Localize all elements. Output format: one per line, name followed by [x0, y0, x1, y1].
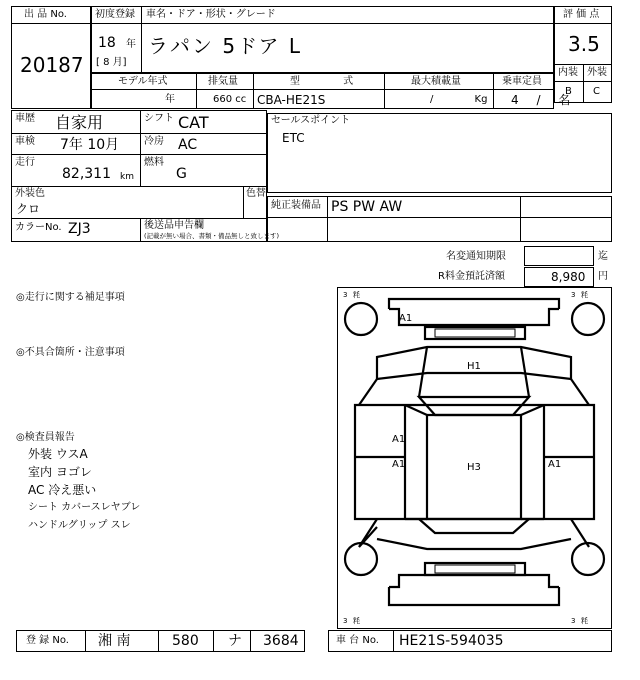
model-year-unit: 年 [165, 94, 175, 105]
divider [267, 217, 612, 218]
capacity-value: 4 / 名 [511, 93, 571, 107]
capacity-label: 乗車定員 [502, 76, 542, 87]
model-code-label: 型 式 [290, 76, 354, 87]
exterior-label: 外装 [587, 67, 607, 78]
divider [393, 630, 394, 652]
post-docs-label: 後送品申告欄 [144, 220, 204, 231]
year-unit: 年 [126, 39, 136, 50]
divider [141, 6, 142, 73]
tire-depth-rear-right: 3 [571, 617, 576, 625]
mileage-value: 82,311 [62, 166, 111, 182]
shift-label: シフト [144, 113, 174, 124]
damage-mark: H1 [467, 361, 481, 372]
remark-line: ハンドルグリップ スレ [28, 520, 131, 531]
registration-area: 湘 南 [98, 633, 131, 649]
divider [243, 186, 244, 218]
interior-grade: B [565, 86, 572, 97]
lot-label: 出 品 No. [24, 9, 67, 20]
model-code-value: CBA-HE21S [257, 93, 326, 107]
fuel-value: G [176, 166, 187, 182]
fuel-label: 燃料 [144, 157, 164, 168]
divider [11, 23, 91, 24]
remark-line: 外装 ウスA [28, 447, 88, 461]
sales-point-value: ETC [282, 131, 305, 145]
divider [11, 218, 267, 219]
damage-mark: A1 [399, 313, 413, 324]
tire-depth-front-right: 3 [571, 291, 576, 299]
divider [140, 110, 141, 186]
driving-heading: ◎走行に関する補足事項 [16, 292, 125, 303]
color-value: クロ [16, 202, 41, 216]
divider [327, 196, 328, 242]
divider [250, 630, 251, 652]
score-value: 3.5 [568, 32, 600, 56]
divider [253, 73, 254, 109]
car-condition-diagram [337, 287, 612, 629]
remark-line: 室内 ヨゴレ [28, 465, 92, 479]
defects-heading: ◎不具合箇所・注意事項 [16, 347, 125, 358]
tire-depth-front-left: 3 [343, 291, 348, 299]
sales-point-label: セールスポイント [271, 115, 351, 126]
post-docs-note: (記載が無い場合、書類・備品無しと致します) [144, 232, 280, 240]
remark-line: シート カバースレヤブレ [28, 502, 141, 513]
registration-number: 3684 [263, 633, 299, 649]
mileage-label: 走行 [15, 157, 35, 168]
history-label: 車歴 [15, 113, 35, 124]
max-load-value: / Kg [430, 94, 488, 105]
recycle-unit: 円 [598, 271, 608, 282]
inspection-label: 車検 [15, 136, 35, 147]
ac-label: 冷房 [144, 136, 164, 147]
divider [91, 23, 554, 24]
divider [91, 89, 554, 90]
registration-class: 580 [172, 633, 199, 649]
first-reg-year: 18 [98, 35, 116, 51]
tire-depth-rear-left: 3 [343, 617, 348, 625]
divider [11, 154, 267, 155]
first-reg-month: [ 8 月] [96, 57, 127, 68]
inspector-heading: ◎検査員報告 [16, 432, 75, 443]
damage-mark: A1 [392, 434, 406, 445]
tire-unit: 粍 [581, 617, 588, 625]
tire-unit: 粍 [353, 291, 360, 299]
car-name-label: 車名・ドア・形状・グレード [146, 9, 276, 20]
registration-label: 登 録 No. [26, 635, 69, 646]
damage-mark: H3 [467, 462, 481, 473]
divider [583, 64, 584, 103]
history-value: 自家用 [55, 113, 104, 132]
color-no-value: ZJ3 [68, 221, 91, 237]
name-change-label: 名変通知期限 [446, 251, 506, 262]
equipment-value: PS PW AW [331, 199, 403, 215]
chassis-number: HE21S-594035 [399, 633, 504, 649]
displacement-value: 660 cc [213, 94, 247, 105]
exterior-grade: C [593, 86, 600, 97]
recycle-label: R料金預託済額 [438, 271, 505, 282]
ac-value: AC [178, 137, 198, 153]
remark-line: AC 冷え悪い [28, 483, 97, 497]
color-no-label: カラーNo. [15, 222, 62, 233]
equipment-label: 純正装備品 [271, 200, 321, 211]
tire-unit: 粍 [581, 291, 588, 299]
divider [384, 73, 385, 109]
divider [158, 630, 159, 652]
chassis-label: 車 台 No. [336, 635, 379, 646]
tire-unit: 粍 [353, 617, 360, 625]
name-change-field [524, 246, 594, 266]
registration-kana: ナ [228, 633, 242, 649]
max-load-label: 最大積載量 [411, 76, 461, 87]
score-label: 評 価 点 [563, 9, 600, 20]
model-year-label: モデル年式 [118, 76, 168, 87]
divider [196, 73, 197, 109]
divider [213, 630, 214, 652]
interior-label: 内装 [558, 67, 578, 78]
lot-number: 20187 [20, 53, 84, 77]
damage-mark: A1 [392, 459, 406, 470]
car-name: ラパン 5ドア L [148, 34, 302, 58]
divider [520, 196, 521, 242]
first-reg-label: 初度登録 [95, 9, 135, 20]
divider [11, 186, 267, 187]
damage-mark: A1 [548, 459, 562, 470]
recycle-value: 8,980 [551, 270, 586, 284]
repaint-label: 色替 [246, 188, 266, 199]
mileage-unit: km [120, 172, 134, 182]
divider [85, 630, 86, 652]
divider [554, 23, 612, 24]
shift-value: CAT [178, 113, 209, 132]
divider [11, 133, 267, 134]
inspection-value: 7年 10月 [60, 137, 120, 153]
color-label: 外装色 [15, 188, 45, 199]
displacement-label: 排気量 [208, 76, 238, 87]
name-change-unit: 迄 [598, 251, 608, 262]
divider [493, 73, 494, 109]
divider [140, 218, 141, 242]
